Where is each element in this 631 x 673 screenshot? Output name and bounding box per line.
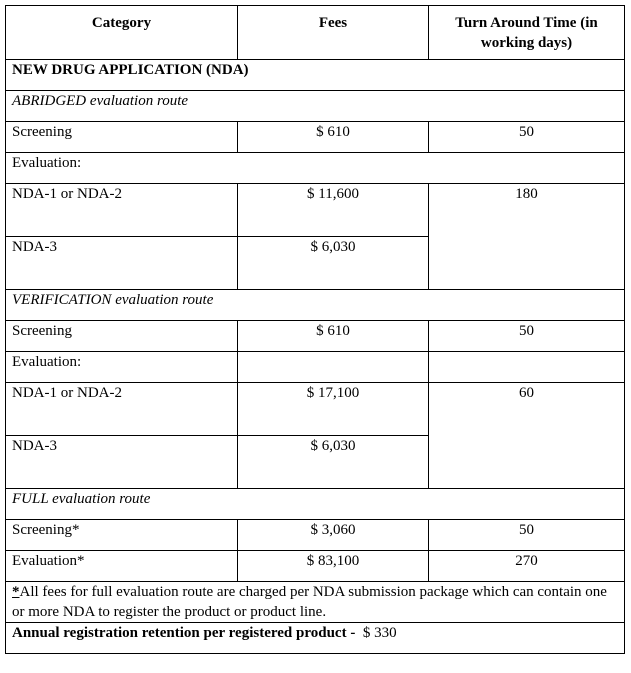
fee-note: [6, 582, 625, 623]
route-title-verification: [6, 290, 625, 321]
route-suffix: evaluation route: [86, 93, 189, 109]
table-row: [6, 184, 625, 237]
row-fee: $ 3,060: [238, 520, 429, 551]
table-row: [6, 383, 625, 436]
table-row: [6, 520, 625, 551]
row-label: NDA-3: [6, 436, 238, 489]
table-row: [6, 153, 625, 184]
route-name: FULL: [12, 491, 49, 507]
section-title: NEW DRUG APPLICATION (NDA): [6, 60, 625, 91]
row-fee: $ 11,600: [238, 184, 429, 237]
row-label: Screening*: [6, 520, 238, 551]
route-row-abridged: [6, 91, 625, 122]
table-row: [6, 551, 625, 582]
route-title-abridged: [6, 91, 625, 122]
row-label: Screening: [6, 321, 238, 352]
row-fee: $ 17,100: [238, 383, 429, 436]
table-row: [6, 352, 625, 383]
row-label: Evaluation:: [6, 352, 238, 383]
annual-label: Annual registration retention per registered product -: [12, 625, 356, 641]
row-tat: 50: [429, 520, 625, 551]
row-tat: 50: [429, 122, 625, 153]
header-row: [6, 6, 625, 60]
section-title-row: [6, 60, 625, 91]
route-title-full: [6, 489, 625, 520]
route-name: ABRIDGED: [12, 93, 87, 109]
annual-retention: [6, 623, 625, 654]
row-label: NDA-1 or NDA-2: [6, 184, 238, 237]
header-category: Category: [6, 6, 238, 60]
route-suffix: evaluation route: [48, 491, 151, 507]
row-label: NDA-3: [6, 237, 238, 290]
route-row-verification: [6, 290, 625, 321]
note-text: All fees for full evaluation route are charged per NDA submission package which can contain one or more NDA to register the product or product line.: [12, 584, 607, 620]
header-fees: Fees: [238, 6, 429, 60]
row-fee: $ 83,100: [238, 551, 429, 582]
row-fee: $ 6,030: [238, 436, 429, 489]
empty-cell: [238, 352, 429, 383]
row-label: NDA-1 or NDA-2: [6, 383, 238, 436]
route-row-full: [6, 489, 625, 520]
route-suffix: evaluation route: [111, 292, 214, 308]
empty-cell: [429, 352, 625, 383]
row-fee: $ 6,030: [238, 237, 429, 290]
route-name: VERIFICATION: [12, 292, 112, 308]
row-fee: $ 610: [238, 122, 429, 153]
row-tat: 180: [429, 184, 625, 290]
note-asterisk: *: [12, 584, 20, 600]
row-tat: 270: [429, 551, 625, 582]
row-tat: 50: [429, 321, 625, 352]
row-label: Screening: [6, 122, 238, 153]
fees-table: [5, 5, 625, 654]
row-fee: $ 610: [238, 321, 429, 352]
row-label: Evaluation*: [6, 551, 238, 582]
annual-row: [6, 623, 625, 654]
table-row: [6, 122, 625, 153]
row-tat: 60: [429, 383, 625, 489]
note-row: [6, 582, 625, 623]
row-label: Evaluation:: [6, 153, 625, 184]
table-row: [6, 321, 625, 352]
annual-fee: $ 330: [362, 625, 397, 641]
header-turnaround: Turn Around Time (in working days): [429, 6, 625, 60]
